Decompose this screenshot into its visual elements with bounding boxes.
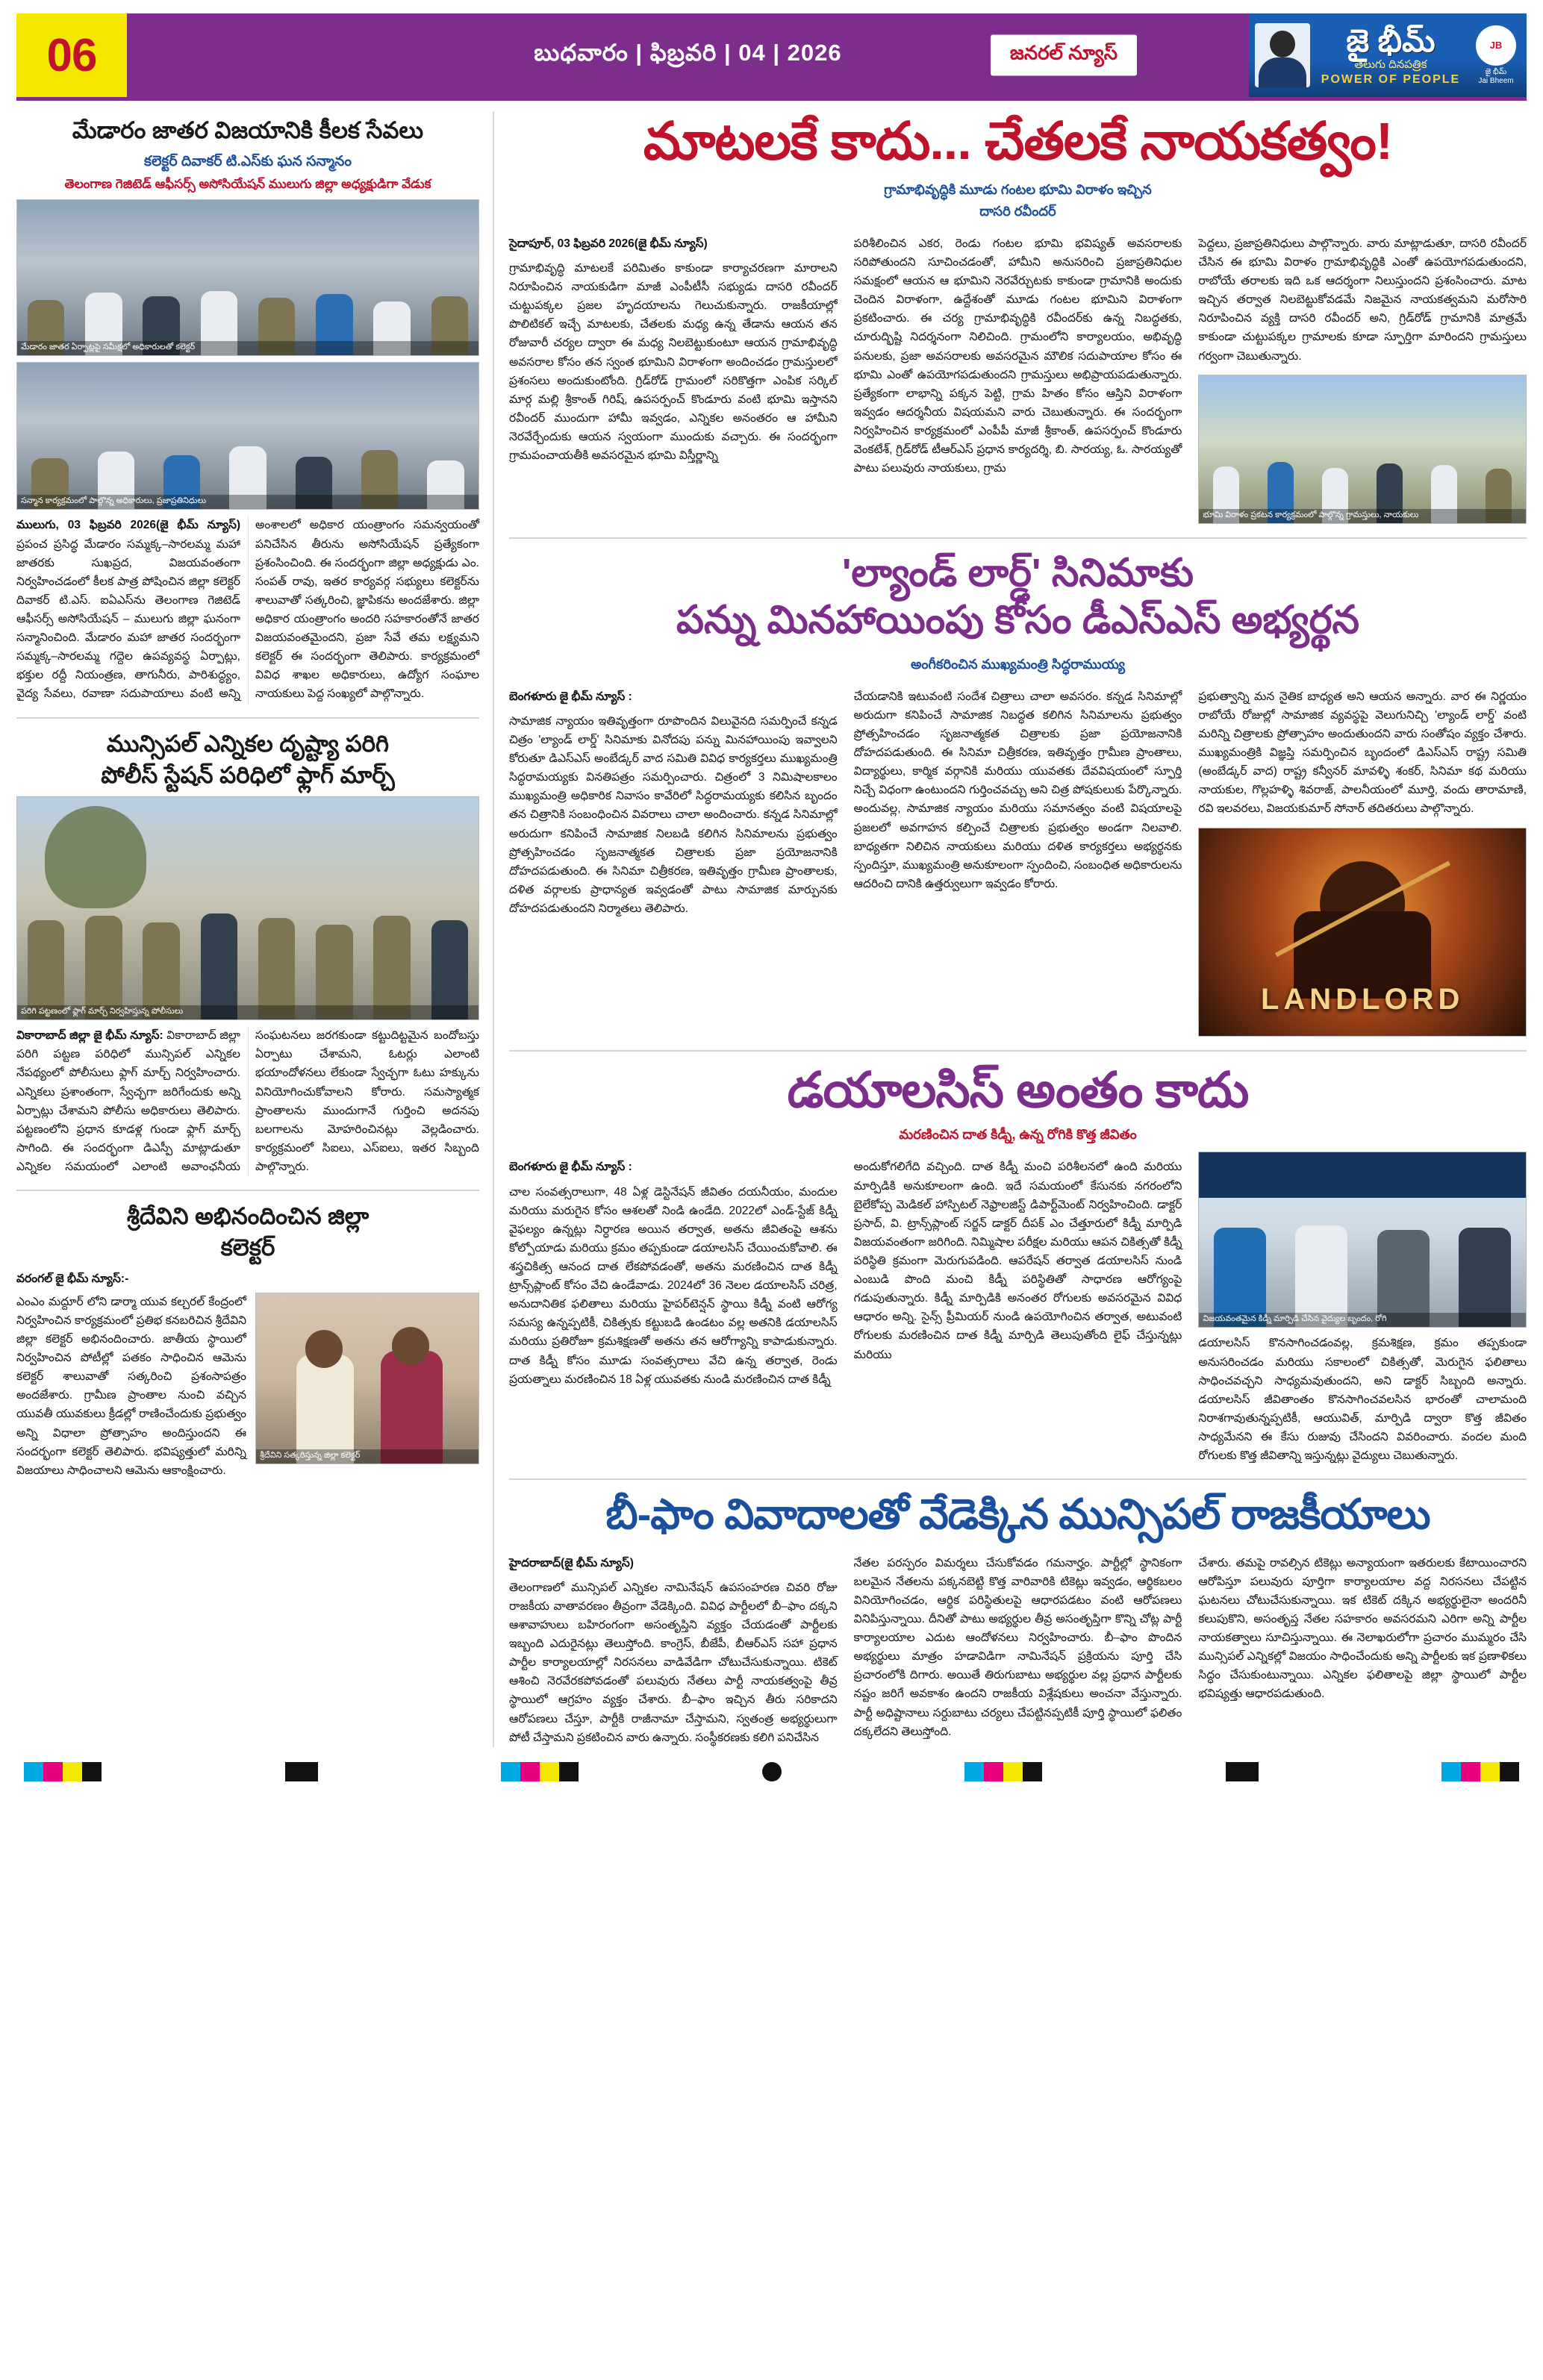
article-medaram-photo-2 bbox=[16, 362, 479, 510]
article-medaram-subhead2: తెలంగాణ గెజిటెడ్ ఆఫీసర్స్ అసోసియేషన్ ములుగు జిల్లా అధ్యక్షుడిగా వేడుక bbox=[64, 176, 431, 191]
article-dialysis-col1: చాల సంవత్సరాలుగా, 48 ఏళ్ల డెస్టినేషన్ జీవితం దయనీయం, మందుల మరియు మరుగైన కోసం ఆశలతో నిండి ఉండేది. 2022లో ఎండ్-స్టేజ్ కిడ్నీ వైఫల్యం ఉన్నట్లు నిర్ధారణ అయిన తర్వాత, అతను జీవితంపై ఆశను కోల్పోయాడు మరియు క్రమం తప్పకుండా డయాలసిస్ చేయించుకోవాలి. ఈ శస్త్రచికిత్స ఆనంద దాత లేకపోవడంతో, అతను మరణించిన దాత కిడ్నీ ట్రాన్స్‌ప్లాంట్ కోసం వేచి ఉండేవాడు. 2024లో 36 నెలల డయాలసిస్ చరిత్ర, అనుదానితిక ఫలితాలు మరియు హైపర్‌టెన్షన్ స్థాయి కిడ్నీ వంటి ఆరోగ్య సమస్య ఉన్నప్పటికీ, చికిత్సకు కట్టుబడి ఉండటం వల్ల అతనికి డయాలసిస్ మరియు ప్రతిరోజూ క్రమశిక్షణతో అతను తన ఆరోగ్యాన్ని కాపాడుకున్నారు. దాత కిడ్నీ కోసం మూడు సంవత్సరాలు వేచి ఉన్న తర్వాత, రెండు ప్రయత్నాలు మరణించిన 18 ఏళ్ల యువతకు నుండి మరణించిన దాత కిడ్నీ bbox=[509, 1185, 838, 1386]
article-dialysis bbox=[509, 1062, 1527, 1466]
publication-logo bbox=[1249, 13, 1527, 97]
logo-side-badge bbox=[1471, 25, 1521, 86]
article-flagmarch-body: వికారాబాద్ జిల్లా పరిగి పట్టణ పరిధిలో మున్సిపల్ ఎన్నికల నేపథ్యంలో పోలీసులు ఫ్లాగ్ మార్చ్ నిర్వహించారు. ఎన్నికలు ప్రశాంతంగా, స్వేచ్ఛగా జరిగేందుకు అన్ని ఏర్పాట్లు చేశామని పోలీసు అధికారులు తెలిపారు. పట్టణంలోని ప్రధాన కూడళ్ల గుండా ఫ్లాగ్ మార్చ్ సాగింది. ఈ సందర్భంగా డిఎస్పీ మాట్లాడుతూ ఎన్నికల సమయంలో ఎలాంటి అవాంఛనీయ సంఘటనలు జరగకుండా కట్టుదిట్టమైన బందోబస్తు ఏర్పాటు చేశామని, ఓటర్లు ఎలాంటి భయాందోళనలు లేకుండా స్వేచ్ఛగా ఓటు హక్కును వినియోగించుకోవాలని కోరారు. సమస్యాత్మక ప్రాంతాలను ముందుగానే గుర్తించి అదనపు బలగాలను మోహరించినట్లు వెల్లడించారు. కార్యక్రమంలో సిఐలు, ఎస్‌ఐలు, ఇతర సిబ్బంది పాల్గొన్నారు. bbox=[16, 1029, 479, 1173]
masthead-date: బుధవారం | ఫిబ్రవరి | 04 | 2026 bbox=[534, 39, 842, 66]
article-dialysis-col2: అందుకోగలిగేది వచ్చింది. దాత కిడ్నీ మంచి పరిశీలనలో ఉంది మరియు మార్పిడికి అనుకూలంగా ఉంది. ఇదే సమయంలో కేసునకు నగరంలోని బైలేకోప్ప మెడికల్ హాస్పిటల్ నెఫ్రాలజిస్ట్ డిపార్ట్‌మెంట్ నిర్వహించింది. డాక్టర్ ప్రసాద్, వి. ట్రాన్స్‌ప్లాంట్ సర్జన్ డాక్టర్ దీపక్ ఎం చేత్తూరులో కిడ్నీ మార్పిడి విజయవంతంగా జరిగింది. నిమ్మిషాల పరీక్షల మరియు ఆపన చికిత్సతో కిడ్నీ పరిస్థితి క్రమంగా మెరుగుపడింది. ఆపరేషన్ తర్వాత డయాలసిస్ నుండి ఎంబుడి పొంది మంచి కిడ్నీ పరిస్థితితో సాధారణ ఆరోగ్యంపై గడుపుతున్నారు. కిడ్నీ మార్పిడికి అనంతర రోగులకు అవసరమైన వివిధ ఆధారం అన్ని. సైన్స్ ప్రీమియర్ నుండి ఉపయోగించిన తర్వాత, అటువంటి రోగులకు మరణించిన దాత కిడ్నీ మార్పిడి తెలుపుతోంది లైఫ్ చేస్తున్నట్లు మరియు bbox=[853, 1161, 1182, 1361]
article-medaram bbox=[16, 116, 479, 704]
article-medaram-subhead: కలెక్టర్ దివాకర్ టి.ఎస్‌కు ఘన సన్మానం bbox=[144, 154, 352, 170]
article-lead-col2: పరిశీలించిన ఎకర, రెండు గంటల భూమి భవిష్యత్ అవసరాలకు సరిపోతుందని సూచించడంతో, హామీని అనుసరించి ప్రజాప్రతినిధుల సమక్షంలో ఆయన ఆ భూమిని నెరవేర్చుటకు కాకుండా గ్రామానికి అందుకు చెందిన విరాళంగా, ఉద్దేశంతో మూడు గంటల భూమిని విరాళంగా ప్రకటించారు. ఈ చర్య గ్రామాభివృద్ధికి రవీందర్‌కు ఉన్న నిబద్ధతకు, చూరుద్భిష్టి నిదర్శనంగా నిలిచింది. గ్రామంలోని కార్యాలయం, అభివృద్ధి పనులకు, ప్రజా అవసరాలకు అవసరమైన మౌలిక సదుపాయాల కోసం ఈ భూమి ఎంతో ఉపయోగపడుతుందని గ్రామస్తులు అభిప్రాయపడుతున్నారు. ప్రత్యేకంగా లాభాన్ని పక్కన పెట్టి, గ్రామ హితం కోసం ఆస్తిని విరాళంగా ఇవ్వడం ఆదర్శనీయ విషయమని వారు చెబుతున్నారు. ఈ సందర్భంగా నిర్వహించిన కార్యక్రమంలో ఎంపీపీ మాజీ శ్రీకాంత్, ఉపసర్పంచ్ కొండూరు వెంకటేశ్, గ్రిడ్‌రోడ్ టీఆర్ఎస్ ప్రధాన కార్యదర్శి, బి. సారయ్య, ఓ. సారయ్యతో పాటు పలువురు నాయకులు, గ్రామ bbox=[853, 237, 1182, 475]
article-sridevi bbox=[16, 1202, 479, 1480]
article-lead-kicker-1: గ్రామాభివృద్ధికి మూడు గంటల భూమి విరాళం ఇచ్చిన bbox=[884, 181, 1152, 197]
masthead-center bbox=[127, 13, 1249, 97]
article-lead-col1: గ్రామాభివృద్ధి మాటలకే పరిమితం కాకుండా కార్యాచరణగా మారాలని నిరూపించిన నాయకుడిగా మాజీ ఎంపీటీసీ సభ్యుడు దాసరి రవీందర్ చుట్టుపక్కల ప్రజల హృదయాలను గెలుచుకున్నారు. రాజకీయాల్లో పొలిటికల్ ఇచ్చే మాటలకు, చేతలకు మధ్య ఉన్న తేడాను ఆయన తన రోజువారీ చర్యల ద్వారా ఈ మధ్య నిలబెట్టుకుంటూ ఆయన గ్రామాభివృద్ధి అవసరాల కోసం తన స్వంత భూమిని విరాళంగా అందించడం గ్రామస్తులలో ప్రశంసలు అందుకుంటోంది. గ్రిడ్‌రోడ్ గ్రామంలో సరికొత్తగా ఎంపిక సర్కిల్ మార్గ మల్లి శ్రీకాంత్ గిరిష్, ఉపసర్పంచ్ కొండూరు వంటి భూమి ఇస్తానని రవీందర్ ముందుగా హామీ ఇవ్వడం, ఎన్నికల అనంతరం ఆ హామీని నెరవేర్చేందుకు ఆయన స్వయంగా ముందుకు వచ్చారు. ఈ సందర్భంగా గ్రామపంచాయతీకి అవసరమైన భూమి విస్తీర్ణాన్ని bbox=[509, 261, 838, 463]
article-landlord-col1: సామాజిక న్యాయం ఇతివృత్తంగా రూపొందిన విలువైనది సమర్పించే కన్నడ చిత్రం 'ల్యాండ్ లార్డ్' సినిమాకు వినోదపు పన్ను మినహాయింపు ఇవ్వాలని కోరుతూ డిఎస్ఎస్ అంబేడ్కర్ వాద సమితి వివిధ కార్యకర్తలు ముఖ్యమంత్రి సిద్ధరామయ్యకు వినతిపత్రం సమర్పించారు. చిత్రంలో 3 నిమిషాలకాలం ముఖ్యమంత్రి అధికారిక నివాసం కావేరిలో సిద్ధరామయ్యకు కలిసిన బృందం తన చిత్రానికి సంబంధించిన వివరాలు చాలా అందించారు. కన్నడ సినిమాల్లో అరుదుగా కనిపించే సామాజిక నిలబడి కలిగిన సినిమాలను ప్రభుత్వం ప్రోత్సహించడం సృజనాత్మకత చిత్రాలకు ప్రజా ప్రయోజనానికి దోహదపడుతుంది. ఈ సినిమా చిత్రీకరణ, ఇతివృత్తం గ్రామీణ ప్రాంతాలకు, దళిత వర్గాలకు ప్రాధాన్యత ఇవ్వడంతో పాటు సామాజిక మార్పునకు దోహదపడుతుందని నిర్మాతలు తెలిపారు. bbox=[509, 714, 838, 916]
article-sridevi-photo bbox=[255, 1293, 479, 1464]
article-bpharm bbox=[509, 1490, 1527, 1746]
article-lead bbox=[509, 111, 1527, 524]
article-landlord-poster bbox=[1198, 828, 1527, 1037]
article-dialysis-col3: డయాలసిస్ కొనసాగించడంవల్ల, క్రమశిక్షణ, క్రమం తప్పకుండా అనుసరించడం మరియు సకాలంలో చికిత్సతో, మెరుగైన ఫలితాలు సాధించవచ్చని సాధ్యమవుతుందని, అని డాక్టర్ సిబ్బంది అన్నారు. డయాలసిస్ జీవితాంతం కొనసాగించవలసిన భారంతో చాలామంది నిరాశగావుతున్నప్పటికీ, ఆయువిత్, మార్పిడి ద్వారా కొత్త జీవితం సాధ్యమేనని ఈ కేసు రుజువు చేసిందని వివరించారు. వందల మంది రోగులకు కొత్త జీవితాన్ని ఇస్తున్నట్లు వైద్యులు చెబుతున్నారు. bbox=[1198, 1337, 1527, 1463]
article-sridevi-dateline: వరంగల్ జై భీమ్ న్యూస్:- bbox=[16, 1272, 129, 1285]
masthead-rule bbox=[16, 97, 1527, 101]
article-bpharm-dateline: హైదరాబాద్(జై భీమ్ న్యూస్) bbox=[509, 1556, 634, 1570]
left-divider-2 bbox=[16, 1190, 479, 1191]
registration-mark-2 bbox=[762, 1762, 782, 1781]
logo-subtitle: తెలుగు దినపత్రిక bbox=[1354, 57, 1427, 71]
article-landlord-headline-1: 'ల్యాండ్ లార్డ్' సినిమాకు bbox=[841, 551, 1194, 595]
logo-tagline: POWER OF PEOPLE bbox=[1321, 72, 1461, 86]
article-flagmarch-headline-2: పోలీస్ స్టేషన్ పరిధిలో ఫ్లాగ్ మార్చ్ bbox=[101, 761, 395, 788]
right-divider-1 bbox=[509, 537, 1527, 539]
logo-title: జై భీమ్ bbox=[1346, 22, 1436, 58]
article-lead-kicker-2: దాసరి రవీందర్ bbox=[979, 203, 1056, 219]
article-sridevi-headline-1: శ్రీదేవిని అభినందించిన జిల్లా bbox=[126, 1203, 370, 1230]
article-flagmarch-photo bbox=[16, 796, 479, 1020]
page-content bbox=[16, 111, 1527, 1747]
article-bpharm-headline: బీ-ఫాం వివాదాలతో వేడెక్కిన మున్సిపల్ రాజకీయాలు bbox=[605, 1490, 1430, 1538]
article-landlord-col2: చేయడానికి ఇటువంటి సందేశ చిత్రాలు చాలా అవసరం. కన్నడ సినిమాల్లో అరుదుగా కనిపించే సామాజిక నిబద్ధత కలిగిన సినిమాలను ప్రభుత్వం ప్రోత్సహించడం సృజనాత్మకత చిత్రాలకు ప్రజా ప్రయోజనానికి దోహదపడుతుంది. ఈ సినిమా చిత్రీకరణ, ఇతివృత్తం గ్రామీణ ప్రాంతాలు, విద్యార్థులు, కార్మిక వర్గానికి మరియు యువతకు దేవవిషయంలో స్ఫూర్తి నిచ్చే విధంగా ఉంటుందని గుర్తించవచ్చు అని చిత్ర పోషకులుకు పేర్కొన్నారు. అందువల్ల, సామాజిక న్యాయం మరియు సమానత్వం వంటి విషయాలపై ప్రజలలో అవగాహన కల్పించే చిత్రాలకు ప్రభుత్వం అండగా నిలవాలి. బాధ్యతగా నిలిచిన నాయకులు మరియు దళిత కార్యకర్తలు అభ్యర్థనకు స్పందిస్తూ, ముఖ్యమంత్రి అనుకూలంగా స్పందించి, సంబంధిత అధికారులను ఆదరించి దానికి ఉత్తర్వులుగా ఇవ్వడం కోరారు. bbox=[853, 690, 1182, 890]
logo-side-text-1: జై భీమ్ bbox=[1485, 67, 1507, 76]
logo-side-text-2: Jai Bheem bbox=[1478, 76, 1514, 85]
article-flagmarch-body-wrap bbox=[16, 1026, 479, 1176]
article-medaram-body-wrap bbox=[16, 516, 479, 703]
ambedkar-portrait-icon bbox=[1255, 23, 1310, 87]
article-bpharm-col3: చేశారు. తమపై రావల్సిన టికెట్లు అన్యాయంగా ఇతరులకు కేటాయించారని ఆరోపిస్తూ పలువురు పూర్తిగా కార్యాలయాల వద్ద నిరసనలు చేపట్టిన ఘటనలు చోటుచేసుకున్నాయి. ఇక టికెట్ దక్కిన అభ్యర్థులైనా అందరినీ కలుపుకొని, అసంతృప్త నేతల సహకారం అవసరమని ఎరిగా అన్ని పార్టీల నాయకత్వాలు సూచిస్తున్నాయి. ఈ నెలాఖరులోగా ప్రచారం ముమ్మరం చేసి మున్సిపల్ ఎన్నికల్లో విజయం సాధించేందుకు అన్ని పార్టీలకు ఇక ప్రణాళికలు సిద్ధం చేసుకుంటున్నాయి. ఎన్నికల ఫలితాలపై జిల్లా స్థాయిలో పార్టీల భవిష్యత్తు ఆధారపడుతుంది. bbox=[1198, 1556, 1527, 1701]
article-medaram-photo-1 bbox=[16, 199, 479, 356]
right-divider-2 bbox=[509, 1050, 1527, 1052]
article-landlord-dateline: బెంగళూరు జై భీమ్ న్యూస్ : bbox=[509, 690, 632, 703]
logo-text-block bbox=[1310, 22, 1471, 86]
page-number: 06 bbox=[16, 13, 127, 97]
registration-mark-3 bbox=[1226, 1762, 1259, 1781]
article-dialysis-headline: డయాలసిస్ అంతం కాదు bbox=[787, 1061, 1249, 1117]
color-bars-1 bbox=[24, 1762, 102, 1781]
article-flagmarch-headline-1: మున్సిపల్ ఎన్నికల దృష్ట్యా పరిగి bbox=[106, 730, 390, 757]
article-sridevi-body: ఎంఎం మద్దూర్ లోని డార్మా యువ కల్చరల్ కేంద్రంలో నిర్వహించిన కార్యక్రమంలో ప్రతిభ కనబరిచిన శ్రీదేవిని జిల్లా కలెక్టర్ అభినందించారు. జాతీయ స్థాయిలో నిర్వహించిన పోటీల్లో పతకం సాధించిన ఆమెను కలెక్టర్ శాలువాతో సత్కరించి ప్రశంసాపత్రం అందజేశారు. గ్రామీణ ప్రాంతాల నుంచి వచ్చిన యువతీ యువకులు క్రీడల్లో రాణించేందుకు ప్రభుత్వం అన్ని విధాలా ప్రోత్సాహం అందిస్తుందని ఈ సందర్భంగా కలెక్టర్ తెలిపారు. భవిష్యత్తులో మరిన్ని విజయాలు సాధించాలని ఆమెను ఆకాంక్షించారు. bbox=[16, 1295, 246, 1477]
article-sridevi-photo-caption: శ్రీదేవిని సత్కరిస్తున్న జిల్లా కలెక్టర్ bbox=[256, 1449, 479, 1464]
article-flagmarch-dateline: వికారాబాద్ జిల్లా జై భీమ్ న్యూస్: bbox=[16, 1029, 163, 1043]
article-landlord-poster-title: LANDLORD bbox=[1260, 982, 1465, 1016]
article-sridevi-dateline-wrap bbox=[16, 1269, 479, 1288]
masthead-category: జనరల్ న్యూస్ bbox=[991, 35, 1137, 76]
right-column bbox=[494, 111, 1527, 1747]
article-lead-col3: పెద్దలు, ప్రజాప్రతినిధులు పాల్గొన్నారు. వారు మాట్లాడుతూ, దాసరి రవీందర్ చేసిన ఈ భూమి విరాళం గ్రామాభివృద్ధికి ఎంతో ఉపయోగపడుతుందని, రాబోయే తరాలకు ఇది ఒక ఆదర్శంగా నిలుస్తుందని ప్రశంసించారు. మాట ఇచ్చిన తర్వాత నిలబెట్టుకోవడమే నిజమైన నాయకత్వమని మరోసారి నిరూపించిన వ్యక్తి దాసరి రవీందర్ అని, గ్రిడ్‌రోడ్ గ్రామానికి మాత్రమే కాకుండా చుట్టుపక్కల గ్రామాలకు కూడా స్ఫూర్తిగా మారిందని గ్రామస్తులు గర్వంగా చెబుతున్నారు. bbox=[1198, 237, 1527, 363]
print-registration-bar bbox=[16, 1762, 1527, 1781]
article-medaram-body: ప్రపంచ ప్రసిద్ధ మేడారం సమ్మక్క–సారలమ్మ మహా జాతరకు సుఖప్రద, విజయవంతంగా నిర్వహించడంలో కీలక పాత్ర పోషించిన జిల్లా కలెక్టర్ దివాకర్ టి.ఎస్. ఐఏఎస్‌ను తెలంగాణ గెజిటెడ్ ఆఫీసర్స్ అసోసియేషన్ – ములుగు జిల్లా ఘనంగా సన్మానించింది. మేడారం మహా జాతర సందర్భంగా సమ్మక్క–సారలమ్మ గద్దెల ఉపవ్యవస్థ ఏర్పాట్లు, భక్తుల రద్దీ నియంత్రణ, తాగునీరు, పారిశుద్ధ్యం, వైద్య సేవలు, రవాణా సదుపాయాలు వంటి అన్ని అంశాలలో అధికార యంత్రాంగం సమన్వయంతో పనిచేసిన తీరును అసోసియేషన్ ప్రత్యేకంగా ప్రశంసించింది. ఈ సందర్భంగా జిల్లా అధ్యక్షుడు ఎం. సంపత్ రావు, ఇతర కార్యవర్గ సభ్యులు కలెక్టర్‌ను శాలువాతో సత్కరించి, జ్ఞాపికను అందజేశారు. జిల్లా అధికార యంత్రాంగం అందరి సహకారంతోనే జాతర విజయవంతమైందని, ప్రజా సేవే తమ లక్ష్యమని కలెక్టర్ ఈ సందర్భంగా తెలిపారు. కార్యక్రమంలో వివిధ శాఖల అధికారులు, ఉద్యోగ సంఘాల నాయకులు పెద్ద సంఖ్యలో పాల్గొన్నారు. bbox=[16, 519, 479, 701]
article-dialysis-photo bbox=[1198, 1152, 1527, 1328]
article-medaram-headline: మేడారం జాతర విజయానికి కీలక సేవలు bbox=[72, 117, 424, 143]
article-flagmarch bbox=[16, 729, 479, 1176]
article-landlord bbox=[509, 549, 1527, 1037]
article-flagmarch-photo-caption: పరిగి పట్టణంలో ఫ్లాగ్ మార్చ్ నిర్వహిస్తున్న పోలీసులు bbox=[17, 1005, 479, 1019]
article-lead-photo bbox=[1198, 375, 1527, 524]
article-lead-dateline: సైదాపూర్, 03 ఫిబ్రవరి 2026(జై భీమ్ న్యూస్) bbox=[509, 237, 708, 250]
article-dialysis-kicker: మరణించిన దాత కిడ్నీ, ఉన్న రోగికి కొత్త జీవితం bbox=[899, 1127, 1137, 1143]
article-medaram-photo-2-caption: సన్మాన కార్యక్రమంలో పాల్గొన్న అధికారులు, ప్రజాప్రతినిధులు bbox=[17, 495, 479, 509]
article-landlord-kicker: అంగీకరించిన ముఖ్యమంత్రి సిద్ధరాముయ్య bbox=[911, 656, 1125, 672]
article-bpharm-col2: నేతల పరస్పరం విమర్శలు చేసుకోవడం గమనార్హం. పార్టీల్లో స్థానికంగా బలమైన నేతలను పక్కనబెట్టి కొత్త వారివారికి టికెట్లు ఇవ్వడం, ఆర్థికబలం వినియోగించడం, ఆర్థిక పరిస్థితులపై ఆధారపడటం వంటి ఆరోపణలు వినిపిస్తున్నాయి. దీనితో పాటు అభ్యర్థుల తీవ్ర అసంతృప్తిగా కొన్ని చోట్ల పార్టీ కార్యాలయాల ఎదుట ఆందోళనలు నిర్వహించారు. బీ–ఫాం పొందిన అభ్యర్థులు మాత్రం హడావిడిగా నామినేషన్ ప్రక్రియను పూర్తి చేసి ప్రచారంలోకి దిగారు. అయితే తిరుగుబాటు అభ్యర్థుల వల్ల ప్రధాన పార్టీలకు నష్టం జరిగే అవకాశం ఉందని రాజకీయ విశ్లేషకులు అంచనా వేస్తున్నారు. పార్టీ అధిష్టానాలు సర్దుబాటు చర్యలు చేపట్టినప్పటికీ పూర్తి స్థాయిలో ఫలితం దక్కలేదని తెలుస్తోంది. bbox=[853, 1556, 1182, 1738]
color-bars-3 bbox=[964, 1762, 1042, 1781]
article-medaram-dateline: ములుగు, 03 ఫిబ్రవరి 2026(జై భీమ్ న్యూస్) bbox=[16, 519, 240, 532]
left-divider-1 bbox=[16, 717, 479, 719]
masthead bbox=[16, 13, 1527, 97]
article-medaram-photo-1-caption: మేడారం జాతర ఏర్పాట్లపై సమీక్షలో అధికారులతో కలెక్టర్ bbox=[17, 341, 479, 355]
article-bpharm-col1: తెలంగాణలో మున్సిపల్ ఎన్నికల నామినేషన్ ఉపసంహరణ చివరి రోజు రాజకీయ వాతావరణం తీవ్రంగా వేడెక్కింది. వివిధ పార్టీలలో బీ–ఫాం దక్కని ఆశావాహులు బహిరంగంగా అసంతృప్తిని వ్యక్తం చేయడంతో పార్టీలకు ఇబ్బంది ఎదురైనట్లు తెలుస్తోంది. కాంగ్రెస్, బీజేపీ, బీఆర్ఎస్ సహా ప్రధాన పార్టీల కార్యాలయాల్లో నిరసనలు వాడివేడిగా చోటుచేసుకున్నాయి. టికెట్ ఆశించి నెరవేరకపోవడంతో పలువురు నేతలు పార్టీ నాయకత్వంపై తీవ్ర స్థాయిలో ఆగ్రహం వ్యక్తం చేశారు. బీ–ఫాం ఇచ్చిన తీరు సరికాదని ఆరోపణలు చేస్తూ, పార్టీకి రాజీనామా చేస్తామని, స్వతంత్ర అభ్యర్థులుగా పోటీ చేస్తామని ప్రకటించిన వారు ఉన్నారు. సంస్థీకరణకు కలిగి పనిచేసిన bbox=[509, 1581, 838, 1744]
color-bars-2 bbox=[501, 1762, 579, 1781]
right-divider-3 bbox=[509, 1478, 1527, 1480]
article-lead-photo-caption: భూమి విరాళం ప్రకటన కార్యక్రమంలో పాల్గొన్న గ్రామస్తులు, నాయకులు bbox=[1199, 509, 1526, 523]
article-dialysis-photo-caption: విజయవంతమైన కిడ్నీ మార్పిడి చేసిన వైద్యుల బృందం, రోగి bbox=[1199, 1313, 1526, 1327]
registration-mark-1 bbox=[285, 1762, 318, 1781]
logo-badge-circle: JB bbox=[1476, 25, 1516, 66]
article-sridevi-headline-2: కలెక్టర్ bbox=[220, 1234, 275, 1261]
article-landlord-headline-2: పన్ను మినహాయింపు కోసం డీఎస్ఎస్ అభ్యర్థన bbox=[676, 598, 1359, 642]
article-landlord-col3: ప్రభుత్వాన్ని మన నైతిక బాధ్యత అని ఆయన అన్నారు. వార ఈ నిర్ణయం రాబోయే రోజుల్లో సామాజిక వ్యవస్థపై వెలుగునిచ్చి 'ల్యాండ్ లార్డ్' వంటి మరిన్ని చిత్రాలకు ప్రోత్సాహం అందుతుందని వారు సంతోషం వ్యక్తం చేశారు. ముఖ్యమంత్రికి విజ్ఞప్తి సమర్పించిన బృందంలో డిఎస్ఎస్ రాష్ట్ర సమితి (అంబేడ్కర్ వాద) రాష్ట్ర కన్వీనర్ మావళ్ళి శంకర్, సినిమా కథ మరియు నాయకుల, గొల్లహళ్ళి శివరాజ్, పాలనీయంలో మూర్తి, వందు తారామాణి, రవి ఇలవరలు, విజయకుమార్ సోనార్ తదితరులు పాల్గొన్నారు. bbox=[1198, 690, 1527, 816]
article-lead-headline: మాటలకే కాదు... చేతలకే నాయకత్వం! bbox=[643, 112, 1393, 170]
color-bars-4 bbox=[1441, 1762, 1519, 1781]
left-column bbox=[16, 111, 494, 1747]
article-dialysis-dateline: బెంగళూరు జై భీమ్ న్యూస్ : bbox=[509, 1161, 632, 1174]
